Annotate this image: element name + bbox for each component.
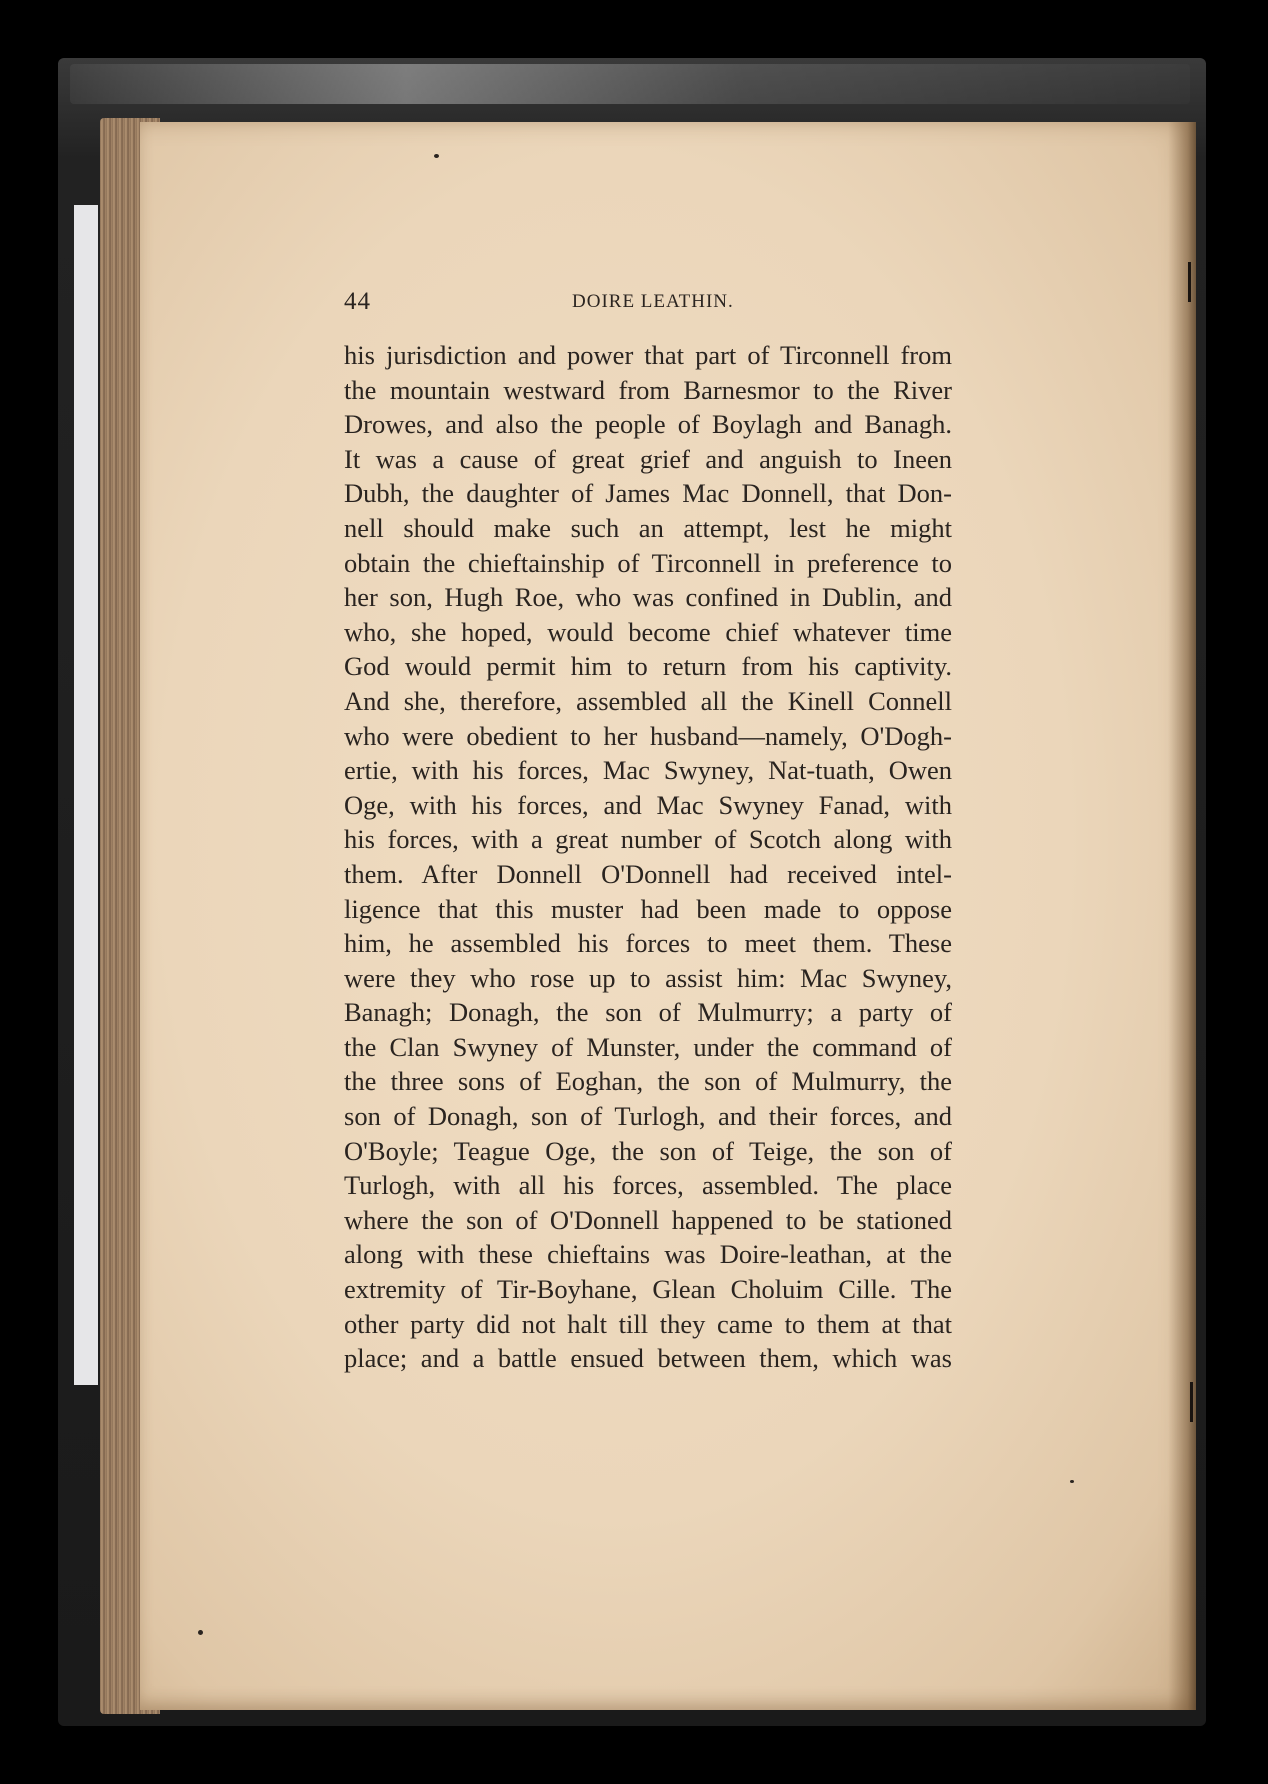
text-block [344,288,952,1376]
text-line: And she, therefore, assembled all the Kinell Connell [344,685,952,716]
text-line: extremity of Tir-Boyhane, Glean Choluim Cille. The [344,1274,952,1305]
text-line: Banagh; Donagh, the son of Mulmurry; a party of [344,997,952,1028]
running-title: DOIRE LEATHIN. [572,291,734,312]
text-line: the Clan Swyney of Munster, under the command of [344,1031,952,1062]
text-line: obtain the chieftainship of Tirconnell in preference to [344,547,952,578]
text-line: Oge, with his forces, and Mac Swyney Fanad, with [344,789,952,820]
text-line: ertie, with his forces, Mac Swyney, Nat-tuath, Owen [344,755,952,786]
text-line: Dubh, the daughter of James Mac Donnell, that Don- [344,478,952,509]
text-line: along with these chieftains was Doire-leathan, at the [344,1239,952,1270]
page-number: 44 [344,288,371,315]
text-line: O'Boyle; Teague Oge, the son of Teige, the son of [344,1135,952,1166]
text-line: the mountain westward from Barnesmor to the River [344,374,952,405]
text-line: Drowes, and also the people of Boylagh and Banagh. [344,409,952,440]
text-line: Turlogh, with all his forces, assembled. The place [344,1170,952,1201]
binding-mark [1190,1382,1193,1422]
text-line: her son, Hugh Roe, who was confined in Dublin, and [344,582,952,613]
text-line: him, he assembled his forces to meet them. These [344,928,952,959]
text-line: who, she hoped, would become chief whatever time [344,616,952,647]
paper-speck [434,154,439,158]
paper-speck [198,1630,203,1635]
sleeve-glare [70,64,1190,104]
text-line: who were obedient to her husband—namely, O'Dogh- [344,720,952,751]
backing-strip [74,205,98,1385]
text-line: son of Donagh, son of Turlogh, and their forces, and [344,1101,952,1132]
paper-speck [1070,1480,1074,1483]
text-line: the three sons of Eoghan, the son of Mulmurry, the [344,1066,952,1097]
text-line: ligence that this muster had been made to oppose [344,893,952,924]
text-line: nell should make such an attempt, lest he might [344,512,952,543]
text-line: where the son of O'Donnell happened to be stationed [344,1204,952,1235]
text-line: It was a cause of great grief and anguish to Ineen [344,443,952,474]
text-line: God would permit him to return from his captivity. [344,651,952,682]
page-header [344,288,952,338]
body-text [344,338,952,1376]
text-line: them. After Donnell O'Donnell had received intel- [344,858,952,889]
binding-mark [1188,262,1191,302]
text-line: his forces, with a great number of Scotch along with [344,824,952,855]
text-line: place; and a battle ensued between them, which was [344,1343,952,1374]
gutter-shadow [1168,122,1196,1710]
text-line: were they who rose up to assist him: Mac Swyney, [344,962,952,993]
book-page [140,122,1196,1710]
text-line: other party did not halt till they came to them at that [344,1308,952,1339]
text-line: his jurisdiction and power that part of Tirconnell from [344,340,952,370]
